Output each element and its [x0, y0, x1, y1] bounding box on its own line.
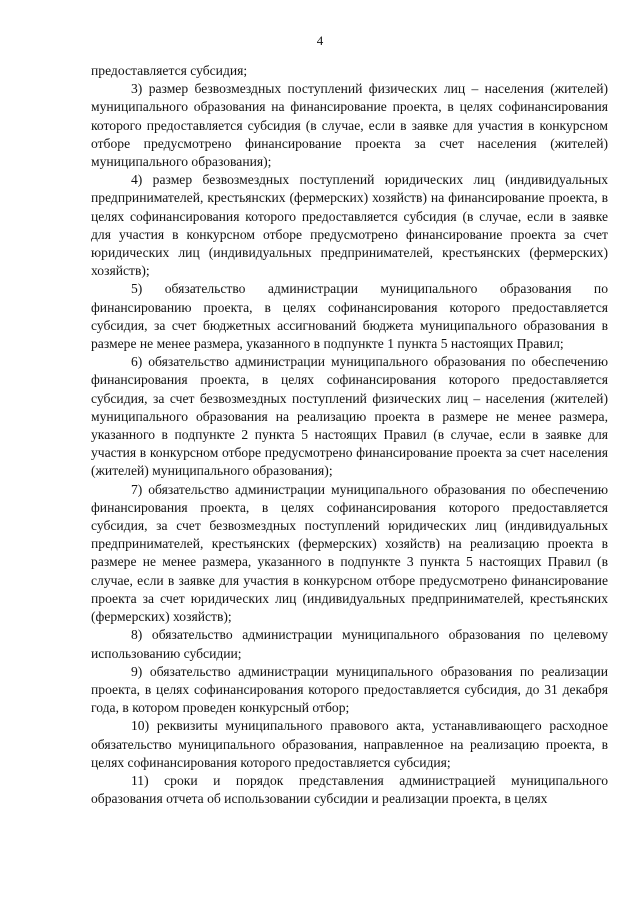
paragraph-item-6: 6) обязательство администрации муниципального образования по обеспечению финансирования проекта, в целях софинансирования которого предоставляется субсидия, за счет безвозмездных поступлений физических лиц – населения (жителей) муниципального образования на реализацию проекта в размере не менее размера, указанного в подпункте 2 пункта 5 настоящих Правил (в случае, если в заявке для участия в конкурсном отборе предусмотрено финансирование проекта за счет населения (жителей) муниципального образования); — [91, 354, 608, 479]
paragraph-item-5: 5) обязательство администрации муниципального образования по финансированию проекта, в целях софинансирования которого предоставляется субсидия, за счет бюджетных ассигнований бюджета муниципального образования в размере не менее размера, указанного в подпункте 1 пункта 5 настоящих Правил; — [91, 281, 608, 352]
paragraph-item-9: 9) обязательство администрации муниципального образования по реализации проекта, в целях софинансирования которого предоставляется субсидия, до 31 декабря года, в котором проведен конкурсный отбор; — [91, 663, 608, 716]
paragraph-continuation: предоставляется субсидия; — [91, 63, 248, 78]
page-number: 4 — [316, 33, 324, 48]
paragraph-item-11: 11) сроки и порядок представления администрацией муниципального образования отчета об использовании субсидии и реализации проекта, в целях — [91, 772, 608, 807]
paragraph-item-4: 4) размер безвозмездных поступлений юридических лиц (индивидуальных предпринимателей, крестьянских (фермерских) хозяйств) на финансирование проекта, в целях софинансирования которого предоставляется субсидия (в случае, если в заявке для участия в конкурсном отборе предусмотрено финансирование проекта за счет юридических лиц (индивидуальных предпринимателей, крестьянских (фермерских) хозяйств); — [91, 172, 608, 279]
paragraph-item-8: 8) обязательство администрации муниципального образования по целевому использованию субсидии; — [91, 627, 608, 661]
paragraph-item-3: 3) размер безвозмездных поступлений физических лиц – населения (жителей) муниципального образования на финансирование проекта, в целях софинансирования которого предоставляется субсидия (в случае, если в заявке для участия в конкурсном отборе предусмотрено финансирование проекта за счет населения (жителей) муниципального образования); — [91, 81, 608, 170]
paragraph-item-10: 10) реквизиты муниципального правового акта, устанавливающего расходное обязательство муниципального образования, направленное на реализацию проекта, в целях софинансирования которого предоставляется субсидия; — [91, 718, 608, 770]
paragraph-item-7: 7) обязательство администрации муниципального образования по обеспечению финансирования проекта, в целях софинансирования которого предоставляется субсидия, за счет безвозмездных поступлений юридических лиц (индивидуальных предпринимателей, крестьянских (фермерских) хозяйств) на реализацию проекта в размере не менее размера, указанного в подпункте 3 пункта 5 настоящих Правил (в случае, если в заявке для участия в конкурсном отборе предусмотрено финансирование проекта за счет юридических лиц (индивидуальных предпринимателей, крестьянских (фермерских) хозяйств); — [91, 481, 608, 625]
document-body — [91, 62, 608, 808]
